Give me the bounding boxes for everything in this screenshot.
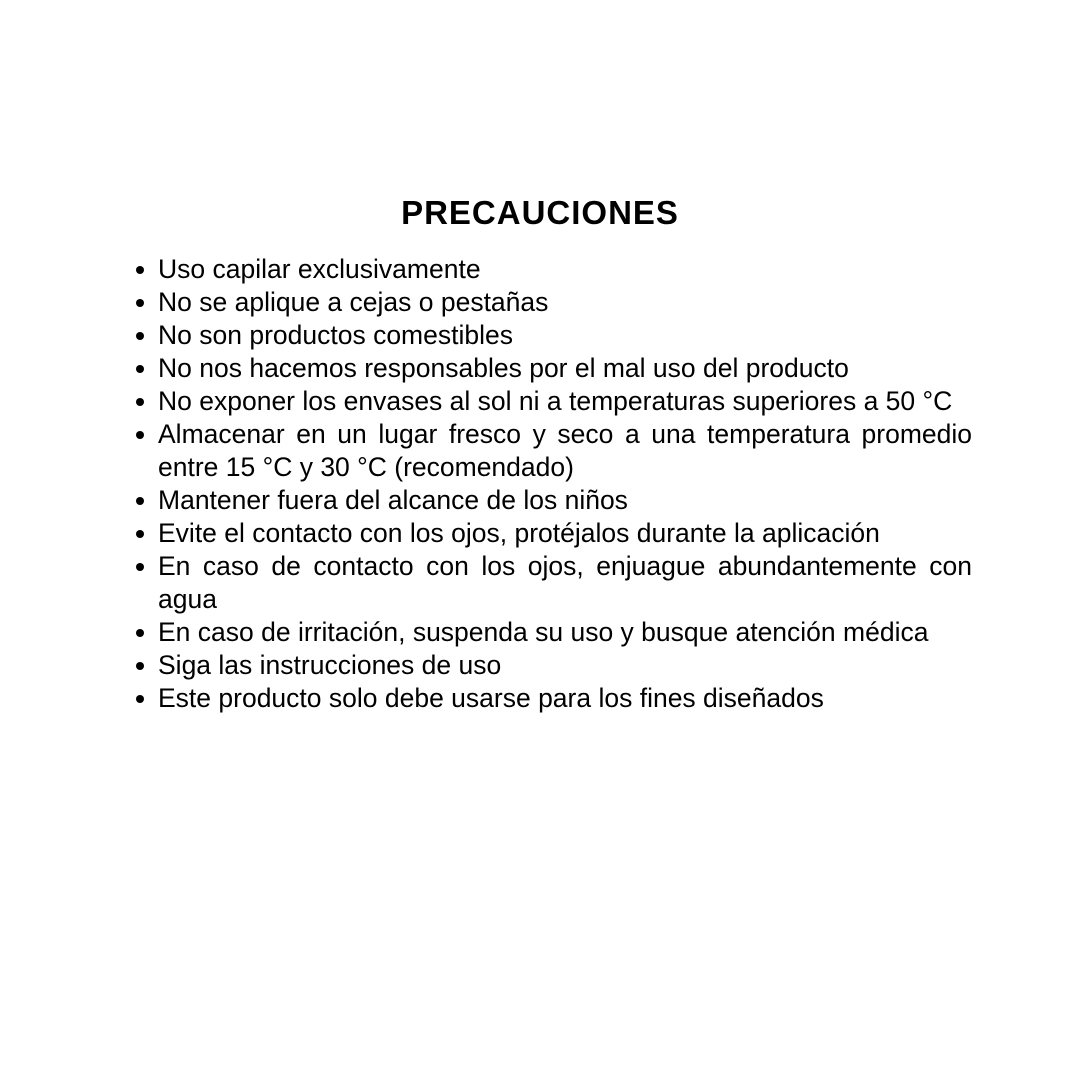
list-item — [158, 286, 972, 319]
bullet-icon — [136, 662, 144, 670]
list-item — [158, 418, 972, 484]
list-item-text: No son productos comestibles — [158, 320, 513, 350]
list-item-text: Evite el contacto con los ojos, protéjalos durante la aplicación — [158, 518, 880, 548]
list-item-text: Almacenar en un lugar fresco y seco a una temperatura promedio entre 15 °C y 30 °C (recomendado) — [158, 419, 972, 482]
bullet-icon — [136, 629, 144, 637]
page-title: PRECAUCIONES — [401, 194, 679, 231]
list-item-text: En caso de contacto con los ojos, enjuague abundantemente con agua — [158, 551, 972, 614]
list-item-text: Mantener fuera del alcance de los niños — [158, 485, 628, 515]
bullet-icon — [136, 530, 144, 538]
list-item-text: No nos hacemos responsables por el mal uso del producto — [158, 353, 849, 383]
list-item — [158, 352, 972, 385]
list-item — [158, 319, 972, 352]
bullet-icon — [136, 398, 144, 406]
bullet-icon — [136, 563, 144, 571]
list-item — [158, 484, 972, 517]
bullet-icon — [136, 695, 144, 703]
list-item-text: Siga las instrucciones de uso — [158, 650, 502, 680]
bullet-icon — [136, 299, 144, 307]
precautions-list — [158, 253, 972, 715]
list-item-text: No exponer los envases al sol ni a temperaturas superiores a 50 °C — [158, 386, 953, 416]
list-item-text: Este producto solo debe usarse para los fines diseñados — [158, 683, 824, 713]
list-item — [158, 682, 972, 715]
bullet-icon — [136, 431, 144, 439]
list-item-text: No se aplique a cejas o pestañas — [158, 287, 549, 317]
list-item — [158, 649, 972, 682]
bullet-icon — [136, 332, 144, 340]
list-item — [158, 253, 972, 286]
list-item — [158, 517, 972, 550]
list-item-text: En caso de irritación, suspenda su uso y busque atención médica — [158, 617, 929, 647]
list-item — [158, 550, 972, 616]
bullet-icon — [136, 266, 144, 274]
bullet-icon — [136, 365, 144, 373]
list-item — [158, 616, 972, 649]
list-item — [158, 385, 972, 418]
bullet-icon — [136, 497, 144, 505]
list-item-text: Uso capilar exclusivamente — [158, 254, 481, 284]
